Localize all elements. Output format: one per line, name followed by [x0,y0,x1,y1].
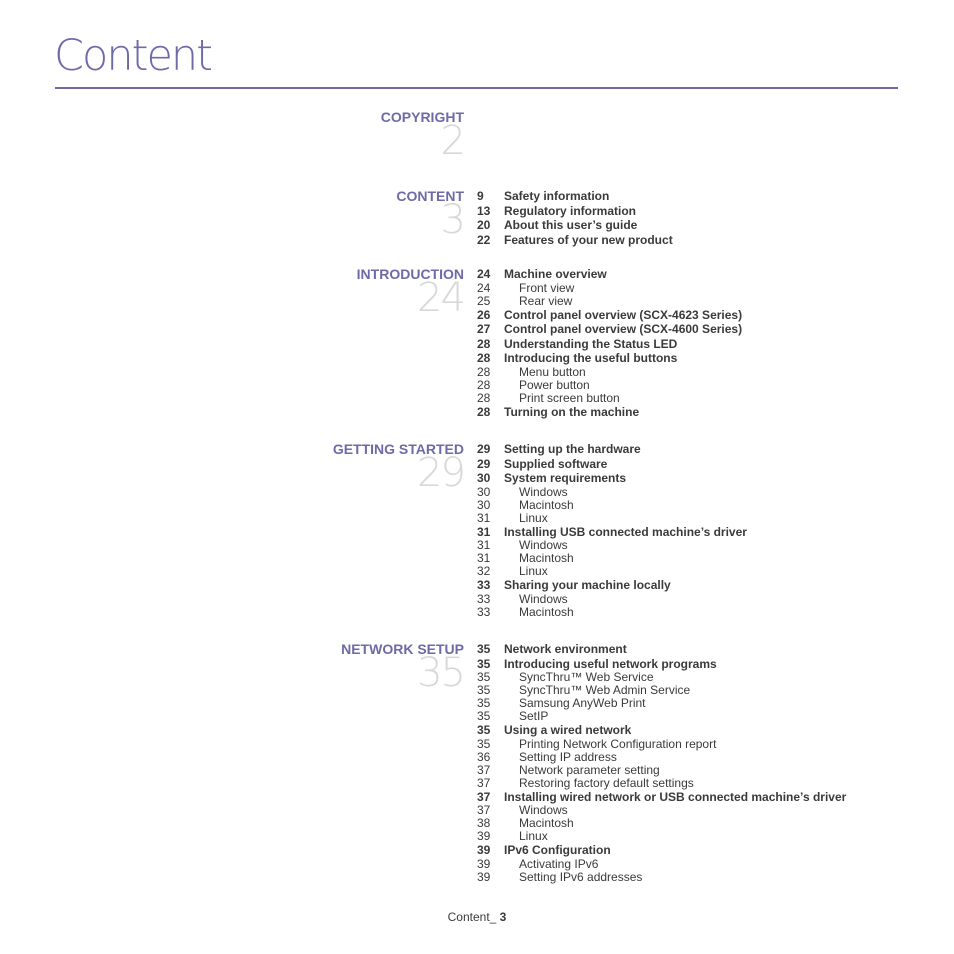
toc-entry-page: 31 [477,551,491,565]
toc-entry[interactable] [477,830,846,843]
toc-entry-label: IPv6 Configuration [504,843,611,857]
toc-entry[interactable] [477,218,673,233]
toc-entry-page: 25 [477,293,491,308]
toc-entry-label: Understanding the Status LED [504,336,678,351]
toc-entry[interactable] [477,565,747,578]
toc-entry-page: 39 [477,829,491,843]
toc-entry-label: Windows [519,484,568,499]
toc-entry-page: 37 [477,775,491,790]
toc-entry-label: Samsung AnyWeb Print [519,696,646,710]
toc-entry-page: 35 [477,642,491,656]
toc-entry-label: Supplied software [504,456,608,471]
toc-entry[interactable] [477,738,846,751]
toc-entry[interactable] [477,308,742,323]
toc-entry-page: 35 [477,736,491,751]
toc-entry[interactable] [477,486,747,499]
toc-entry-label: Windows [519,591,568,606]
section-page-number: 3 [440,197,464,243]
toc-entry-page: 35 [477,696,491,710]
toc-entry-label: Turning on the machine [504,404,640,419]
toc-entry-label: Introducing useful network programs [504,656,717,671]
toc-entry[interactable] [477,471,747,486]
toc-entry-page: 24 [477,267,491,281]
toc-entry-label: SyncThru™ Web Admin Service [519,683,691,697]
toc-entry[interactable] [477,790,846,805]
toc-entry[interactable] [477,282,742,295]
toc-entry-page: 31 [477,538,491,552]
toc-entry-label: Control panel overview (SCX-4600 Series) [504,322,743,336]
section-page-number: 24 [417,275,464,321]
toc-entry[interactable] [477,366,742,379]
toc-entry-label: About this user’s guide [504,218,638,232]
toc-entry-page: 28 [477,364,491,379]
toc-entry-list [477,442,747,619]
toc-entry-page: 30 [477,471,491,485]
toc-entry-page: 9 [477,189,484,203]
toc-entry-page: 38 [477,816,491,830]
toc-entry-page: 39 [477,869,491,884]
footer-label: Content_ [447,910,497,924]
toc-entry[interactable] [477,871,846,884]
toc-entry-page: 37 [477,789,491,804]
toc-entry[interactable] [477,379,742,392]
toc-entry-page: 33 [477,578,491,592]
toc-entry-page: 30 [477,484,491,499]
toc-entry-page: 28 [477,377,491,392]
toc-entry-label: Linux [519,510,548,525]
toc-entry[interactable] [477,777,846,790]
toc-entry-label: Windows [519,803,568,817]
toc-entry[interactable] [477,512,747,525]
toc-entry[interactable] [477,751,846,764]
toc-entry-page: 13 [477,203,491,218]
section-page-number: 35 [417,650,464,696]
toc-entry-page: 32 [477,564,491,578]
toc-entry-label: Print screen button [519,390,620,405]
toc-entry[interactable] [477,499,747,512]
toc-entry-label: Safety information [504,189,610,203]
toc-entry-page: 37 [477,762,491,777]
toc-entry-label: Menu button [519,364,586,379]
toc-entry-list [477,267,742,419]
toc-entry-label: Introducing the useful buttons [504,351,678,365]
toc-entry-label: Machine overview [504,267,607,281]
toc-entry-label: Setting IP address [519,749,617,764]
toc-entry-label: Windows [519,538,568,552]
toc-entry-page: 31 [477,524,491,539]
toc-entry-page: 28 [477,390,491,405]
toc-entry-page: 28 [477,351,491,365]
toc-entry[interactable] [477,405,742,420]
toc-entry[interactable] [477,204,673,219]
toc-entry[interactable] [477,392,742,405]
toc-entry-label: Sharing your machine locally [504,578,671,592]
toc-entry-page: 39 [477,843,491,857]
toc-entry[interactable] [477,843,846,858]
section-title[interactable]: CONTENT [396,188,464,204]
section-title[interactable]: COPYRIGHT [380,109,464,125]
toc-entry[interactable] [477,267,742,282]
toc-entry[interactable] [477,710,846,723]
toc-entry-label: Activating IPv6 [519,856,599,871]
toc-entry-label: Linux [519,829,548,843]
toc-entry[interactable] [477,233,673,248]
toc-entry-label: Installing USB connected machine’s driver [504,524,747,539]
toc-entry-label: Macintosh [519,497,574,512]
toc-entry[interactable] [477,457,747,472]
section-heading [396,188,464,243]
toc-entry-label: Setting up the hardware [504,442,641,456]
toc-entry[interactable] [477,606,747,619]
section-page-number: 2 [440,118,464,164]
toc-entry[interactable] [477,295,742,308]
toc-entry[interactable] [477,723,846,738]
footer-page-number: 3 [499,910,507,924]
toc-entry-page: 29 [477,456,491,471]
toc-entry-page: 33 [477,604,491,619]
page-footer [0,910,954,924]
toc-entry-label: Control panel overview (SCX-4623 Series) [504,307,743,322]
section-page-number: 29 [417,450,464,496]
toc-entry-page: 33 [477,591,491,606]
toc-entry[interactable] [477,764,846,777]
toc-entry[interactable] [477,337,742,352]
toc-entry-page: 27 [477,322,491,336]
toc-entry-label: Setting IPv6 addresses [519,869,643,884]
toc-entry-label: Network parameter setting [519,762,660,777]
toc-entry-label: Using a wired network [504,723,632,737]
toc-entry-page: 35 [477,723,491,737]
toc-entry-page: 20 [477,218,491,232]
section-heading [380,109,464,164]
toc-entry-label: Features of your new product [504,232,673,247]
toc-entry[interactable] [477,858,846,871]
toc-entry-page: 24 [477,280,491,295]
toc-entry-page: 35 [477,709,491,723]
toc-entry-label: Power button [519,377,590,392]
section-heading [332,441,464,496]
toc-entry-label: Macintosh [519,816,574,830]
toc-entry-page: 31 [477,510,491,525]
toc-entry-page: 35 [477,670,491,684]
toc-entry[interactable] [477,578,747,593]
toc-entry[interactable] [477,593,747,606]
toc-entry-label: Macintosh [519,551,574,565]
toc-entry[interactable] [477,642,846,657]
section-title[interactable]: GETTING STARTED [332,441,464,457]
toc-entry-label: Rear view [519,293,573,308]
toc-entry[interactable] [477,189,673,204]
section-title[interactable]: NETWORK SETUP [341,641,464,657]
toc-entry[interactable] [477,442,747,457]
toc-entry-label: Printing Network Configuration report [519,736,717,751]
toc-entry-page: 35 [477,656,491,671]
page-title: Content [54,31,212,81]
toc-entry[interactable] [477,322,742,337]
toc-entry-page: 37 [477,803,491,817]
toc-entry-page: 28 [477,404,491,419]
toc-entry-label: Linux [519,564,548,578]
toc-entry[interactable] [477,351,742,366]
toc-entry-page: 30 [477,497,491,512]
toc-entry-label: System requirements [504,471,627,485]
toc-entry-page: 36 [477,749,491,764]
title-divider [55,87,898,89]
toc-entry-label: SetIP [519,709,549,723]
toc-entry-label: SyncThru™ Web Service [519,670,654,684]
toc-entry-page: 29 [477,442,491,456]
toc-entry-label: Installing wired network or USB connected machine’s driver [504,789,847,804]
toc-entry[interactable] [477,657,846,672]
section-heading [341,641,464,696]
toc-entry-list [477,642,846,884]
section-heading [356,266,464,321]
toc-entry-label: Network environment [504,642,627,656]
toc-entry-page: 28 [477,336,491,351]
section-title[interactable]: INTRODUCTION [356,266,464,282]
toc-entry-page: 35 [477,683,491,697]
toc-entry-page: 22 [477,232,491,247]
toc-entry-label: Restoring factory default settings [519,775,694,790]
toc-entry-label: Regulatory information [504,203,637,218]
toc-entry-label: Front view [519,280,575,295]
toc-entry-label: Macintosh [519,604,574,619]
toc-entry[interactable] [477,525,747,540]
toc-entry-list [477,189,673,247]
toc-entry-page: 39 [477,856,491,871]
toc-entry-page: 26 [477,307,491,322]
